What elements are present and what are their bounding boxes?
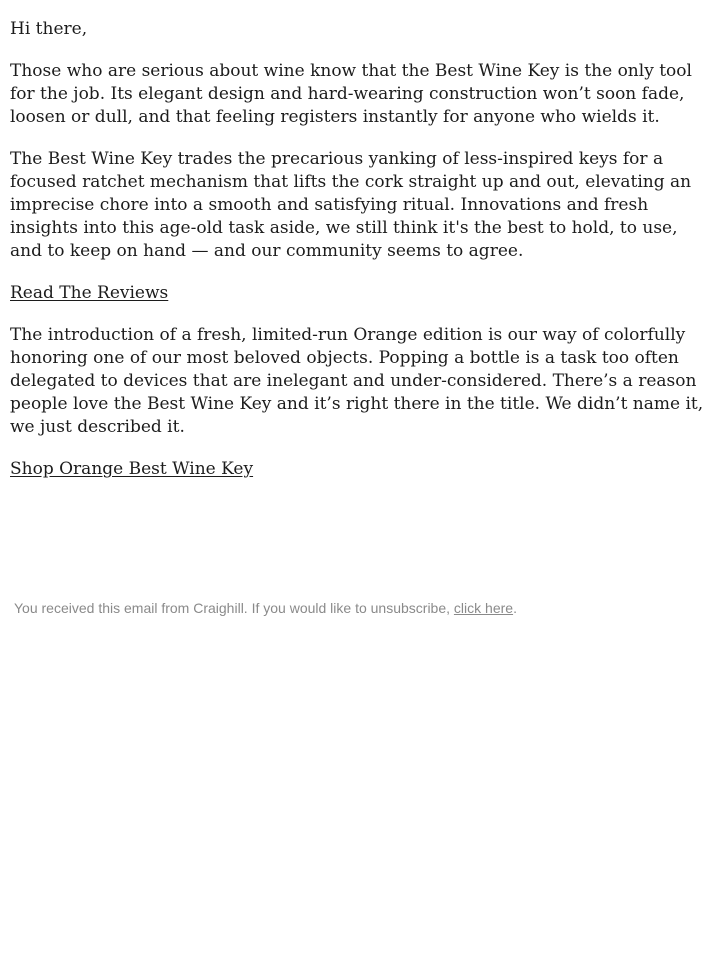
unsubscribe-link[interactable]: click here	[453, 600, 514, 616]
email-body	[10, 18, 712, 500]
intro-paragraph: Those who are serious about wine know that the Best Wine Key is the only tool for the job. Its elegant design and hard-wearing construction won’t soon fade, loosen or dull, and that feeling registers instantly for anyone who wields it.	[10, 61, 692, 127]
email-footer	[14, 599, 714, 617]
shop-orange-link[interactable]: Shop Orange Best Wine Key	[10, 459, 254, 479]
shop-link-row	[10, 458, 712, 481]
reviews-link-row	[10, 282, 712, 305]
orange-edition-paragraph: The introduction of a fresh, limited-run Orange edition is our way of colorfully honoring one of our most beloved objects. Popping a bottle is a task too often delegated to devices that are inelegant and under-considered. There’s a reason people love the Best Wine Key and it’s right there in the title. We didn’t name it, we just described it.	[10, 325, 704, 437]
greeting: Hi there,	[10, 19, 88, 39]
footer-text: You received this email from Craighill. If you would like to unsubscribe,	[14, 600, 454, 616]
mechanism-paragraph: The Best Wine Key trades the precarious yanking of less-inspired keys for a focused ratchet mechanism that lifts the cork straight up and out, elevating an imprecise chore into a smooth and satisfying ritual. Innovations and fresh insights into this age-old task aside, we still think it's the best to hold, to use, and to keep on hand — and our community seems to agree.	[10, 149, 692, 261]
footer-period: .	[513, 600, 517, 616]
read-reviews-link[interactable]: Read The Reviews	[10, 283, 169, 303]
